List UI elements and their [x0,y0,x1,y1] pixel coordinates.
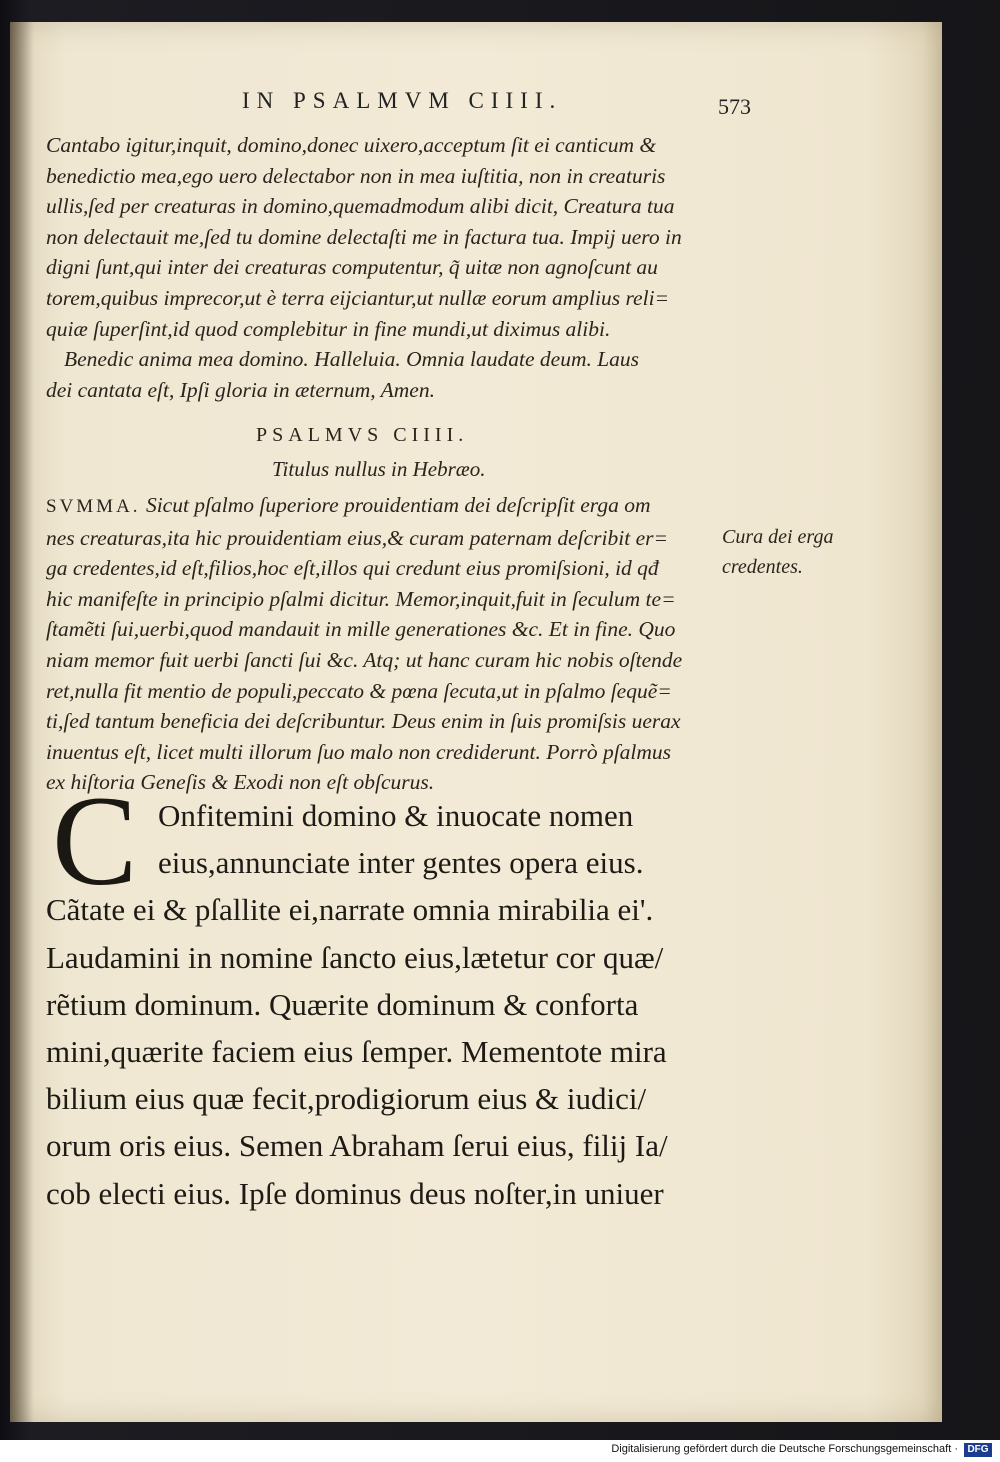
summa-line: ti,ſed tantum beneficia dei deſcribuntur. Deus enim in ſuis promiſsis uerax [46,709,681,734]
footer-bar [0,1440,1000,1462]
psalm-text-line: Cãtate ei & pſallite ei,narrate omnia mirabilia ei'. [46,892,654,928]
summa-line: hic manifeſte in principio pſalmi dicitur. Memor,inquit,fuit in ſeculum te= [46,586,676,611]
running-title: IN PSALMVM CIIII. [242,88,563,113]
psalm-text-line: cob electi eius. Ipſe dominus deus noſter,in uniuer [46,1175,664,1211]
commentary-block [46,130,706,405]
commentary-line: Cantabo igitur,inquit, domino,donec uixero,acceptum ſit ei canticum & [46,133,657,157]
psalm-text-line: Laudamini in nomine ſancto eius,lætetur cor quæ/ [46,939,664,975]
summa-lead: SVMMA. [46,496,141,517]
page-header [0,88,1000,118]
summa-line: niam memor fuit uerbi ſancti ſui &c. Atq; ut hanc curam hic nobis oſtende [46,647,683,672]
summa-line: nes creaturas,ita hic prouidentiam eius,& curam paternam deſcribit er= [46,525,669,550]
funding-credit: Digitalisierung gefördert durch die Deutsche Forschungsgemeinschaft · [611,1443,958,1455]
margin-note-line: credentes. [722,556,803,578]
psalm-heading: PSALMVS CIIII. [256,424,469,446]
psalm-subtitle: Titulus nullus in Hebræo. [272,457,486,481]
summa-first-line-text: Sicut pſalmo ſuperiore prouidentiam dei deſcripſit erga om [145,493,651,517]
psalm-text-block [46,792,716,1217]
summa-line: ex hiſtoria Geneſis & Exodi non eſt obſcurus. [46,770,435,795]
drop-cap-initial: C [52,770,138,912]
summa-line: inuentus eſt, licet multi illorum ſuo malo non crediderunt. Porrò pſalmus [46,739,672,764]
psalm-text-line: Onfitemini domino & inuocate nomen [158,798,634,833]
psalm-text-line: orum oris eius. Semen Abraham ſerui eius, filij Ia/ [46,1128,668,1164]
page-number: 573 [718,94,751,119]
commentary-line: quiæ ſuperſint,id quod complebitur in fine mundi,ut diximus alibi. [46,316,611,341]
summa-line: ret,nulla fit mentio de populi,peccato & pœna ſecuta,ut in pſalmo ſequẽ= [46,678,672,703]
commentary-line: digni ſunt,qui inter dei creaturas computentur, q̃ uitæ non agnoſcunt au [46,255,658,280]
psalm-text-line: eius,annunciate inter gentes opera eius. [158,845,644,881]
psalm-text-line: bilium eius quæ fecit,prodigiorum eius & iudici/ [46,1081,647,1117]
psalm-text-line: rẽtium dominum. Quærite dominum & conforta [46,986,639,1022]
margin-note-line: Cura dei erga [722,526,834,548]
commentary-line: benedictio mea,ego uero delectabor non in mea iuſtitia, non in creaturis [46,163,666,188]
summa-line: ſtamẽti ſui,uerbi,quod mandauit in mille generationes &c. Et in fine. Quo [46,617,676,642]
page-gutter-shadow [10,22,34,1422]
commentary-line: non delectauit me,ſed tu domine delectaſti me in factura tua. Impij uero in [46,224,682,249]
summa-line: ga credentes,id eſt,filios,hoc eſt,illos qui credunt eius promiſsioni, id qđ [46,556,659,581]
summa-block [46,490,706,798]
margin-note [722,522,833,582]
dfg-logo: DFG [964,1443,992,1457]
commentary-line: Benedic anima mea domino. Halleluia. Omnia laudate deum. Laus [64,347,640,372]
commentary-line: dei cantata eſt, Ipſi gloria in æternum, Amen. [46,377,435,402]
commentary-line: ullis,ſed per creaturas in domino,quemadmodum alibi dicit, Creatura tua [46,194,675,219]
summa-first-line [46,490,706,523]
psalm-text-line: mini,quærite faciem eius ſemper. Mementote mira [46,1034,667,1070]
commentary-line: torem,quibus imprecor,ut è terra eijciantur,ut nullæ eorum amplius reli= [46,285,670,310]
